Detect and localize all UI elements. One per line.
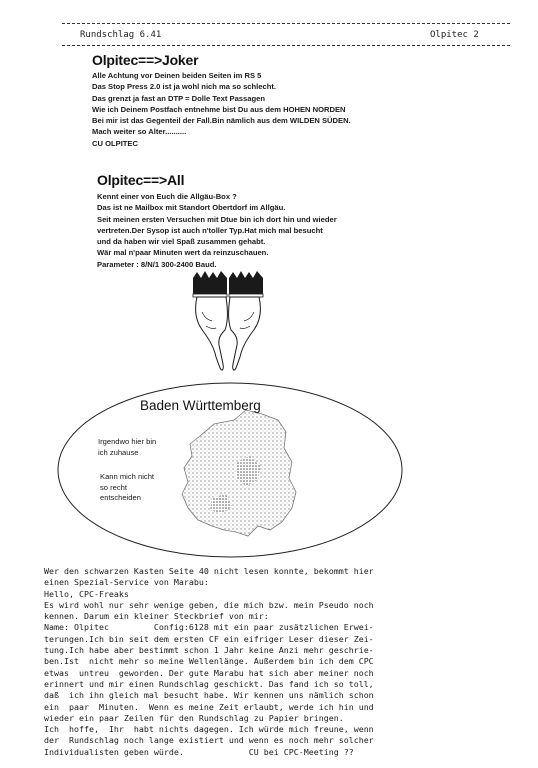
map-text-undecided bbox=[100, 472, 154, 504]
body-line: terungen.Ich bin seit dem ersten CF ein eifriger Leser dieser Zei- bbox=[44, 633, 374, 644]
body-line: ein paar Minuten. Wenn es meine Zeit erlaubt, werde ich hin und bbox=[44, 701, 374, 712]
map-title: Baden Württemberg bbox=[140, 398, 261, 413]
body-line: Ich hoffe, Ihr habt nichts dagegen. Ich würde mich freune, wenn bbox=[44, 724, 374, 735]
section1-line: Mach weiter so Alter.......... bbox=[92, 127, 187, 137]
header-left: Rundschlag 6.41 bbox=[80, 30, 162, 40]
section2-line: Das ist ne Mailbox mit Standort Obertdorf im Allgäu. bbox=[97, 203, 286, 213]
section1-line: Bei mir ist das Gegenteil der Fall.Bin nämlich aus dem WILDEN SÜDEN. bbox=[92, 116, 351, 126]
header-right: Olpitec 2 bbox=[430, 30, 479, 40]
section2-line: und da haben wir viel Spaß zusammen gehabt. bbox=[97, 237, 266, 247]
section1-line: Das Stop Press 2.0 ist ja wohl nich ma so schlecht. bbox=[92, 82, 277, 92]
body-line: wieder ein paar Zeilen für den Rundschlag zu Papier bringen. bbox=[44, 712, 344, 723]
body-line: daß ich ihn gleich mal besucht habe. Wir kennen uns nämlich schon bbox=[44, 690, 374, 701]
section1-line: CU OLPITEC bbox=[92, 138, 138, 148]
map-text-line: ich zuhause bbox=[98, 447, 139, 457]
body-line: ben.Ist nicht mehr so meine Wellenlänge. Außerdem bin ich dem CPC bbox=[44, 656, 374, 667]
section2-line: Wär mal n'paar Minuten wert da reinzuschauen. bbox=[97, 248, 269, 258]
body-line: Name: Olpitec Config:6128 mit ein paar zusätzlichen Erwei- bbox=[44, 622, 374, 633]
section2-title: Olpitec==>All bbox=[97, 172, 185, 188]
map-text-line: entscheiden bbox=[100, 493, 141, 502]
body-line: Individualisten geben würde. CU bei CPC-Meeting ?? bbox=[44, 746, 354, 757]
body-line: etwas untreu geworden. Der gute Marabu hat sich aber meiner noch bbox=[44, 667, 374, 678]
body-line: kennen. Darum ein kleiner Steckbrief von mir: bbox=[44, 611, 269, 622]
body-line: Es wird wohl nur sehr wenige geben, die mich bzw. mein Pseudo noch bbox=[44, 599, 374, 610]
section1-line: Wie ich Deinem Postfach entnehme bist Du aus dem HOHEN NORDEN bbox=[92, 104, 346, 114]
section1-line: Alle Achtung vor Deinen beiden Seiten im RS 5 bbox=[92, 71, 262, 80]
body-line: Wer den schwarzen Kasten Seite 40 nicht lesen konnte, bekommt hier bbox=[44, 566, 374, 576]
section1-title: Olpitec==>Joker bbox=[92, 52, 199, 68]
hands-icon bbox=[193, 271, 263, 370]
section1-line: Das grenzt ja fast an DTP = Dolle Text Passagen bbox=[92, 93, 265, 103]
map-text-line: Kann mich nicht bbox=[100, 472, 155, 481]
map-text-line: so recht bbox=[100, 482, 128, 492]
map-shape-icon bbox=[182, 410, 296, 536]
section2-line: Seit meinen ersten Versuchen mit Dtue bin ich dort hin und wieder bbox=[97, 214, 337, 224]
body-line: einen Spezial-Service von Marabu: bbox=[44, 577, 209, 588]
body-line: der Rundschlag noch lange existiert und wenn es noch mehr solcher bbox=[44, 735, 374, 746]
body-line: tung.Ich habe aber bestimmt schon 1 Jahr keine Anzi mehr geschrie- bbox=[44, 645, 374, 656]
body-line: Hello, CPC-Freaks bbox=[44, 588, 129, 599]
typewriter-body bbox=[44, 566, 374, 758]
section2-line: Parameter : 8/N/1 300-2400 Baud. bbox=[97, 259, 217, 269]
map-text-line: Irgendwo hier bin bbox=[98, 437, 157, 446]
section2-line: Kennt einer von Euch die Allgäu-Box ? bbox=[97, 192, 237, 201]
map-text-home bbox=[98, 437, 156, 458]
section2-line: vertreten.Der Sysop ist auch n'toller Typ.Hat mich mal besucht bbox=[97, 225, 323, 235]
body-line: erinnert und mir einen Rundschlag geschickt. Das fand ich so toll, bbox=[44, 678, 374, 689]
